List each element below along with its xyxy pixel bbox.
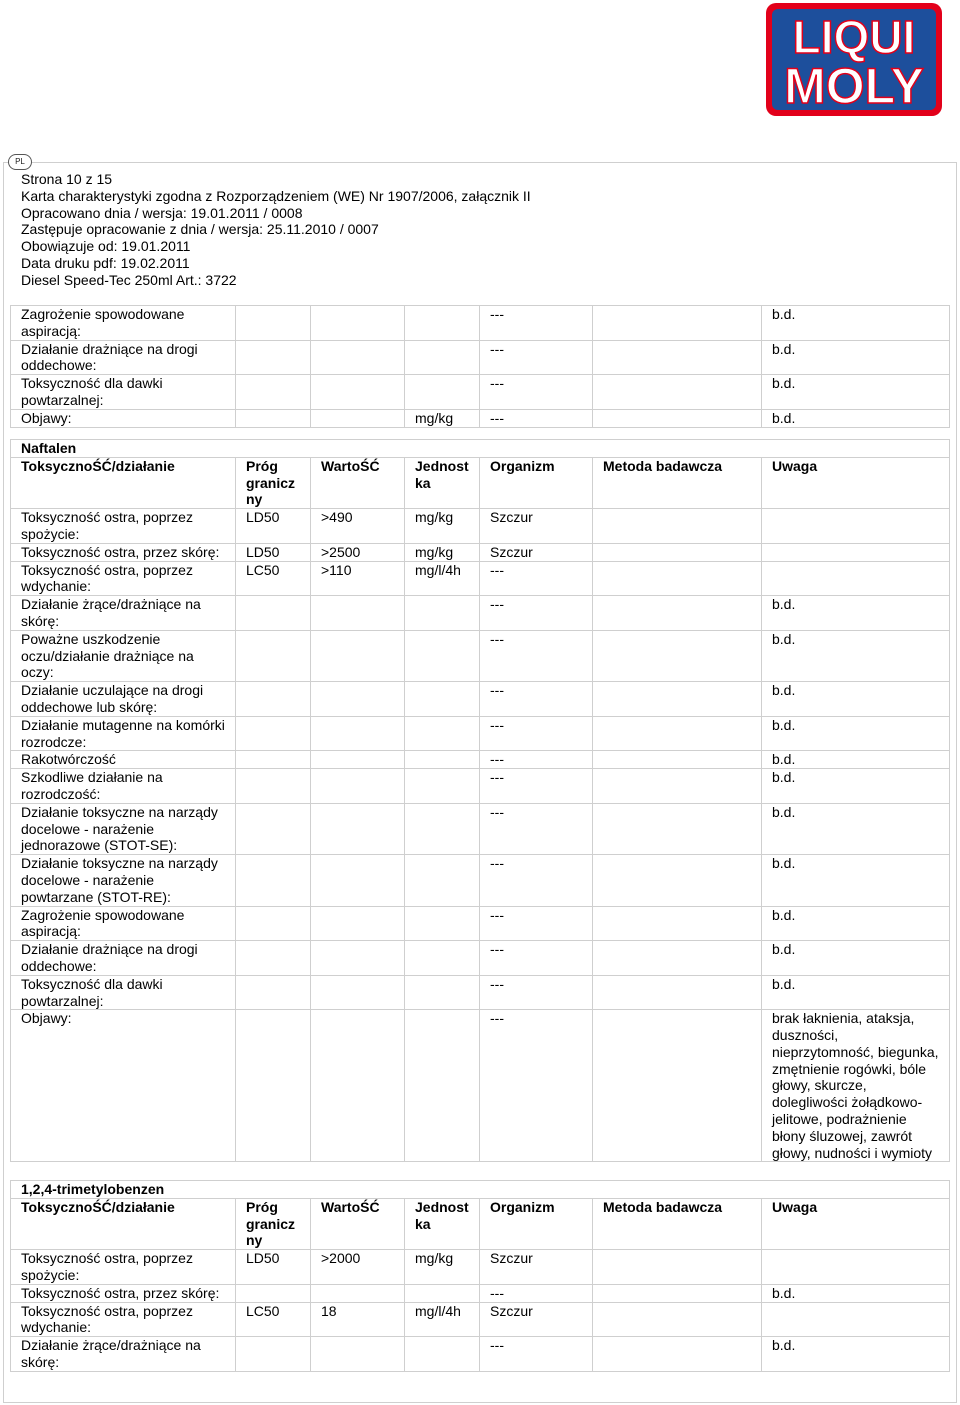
table-cell (236, 975, 311, 1010)
table-cell: --- (480, 375, 593, 410)
table-cell (236, 682, 311, 717)
table-cell: Poważne uszkodzenie oczu/działanie drażniące na oczy: (11, 630, 236, 681)
table-cell: mg/kg (405, 409, 480, 427)
table-cell: --- (480, 561, 593, 596)
table-cell: --- (480, 340, 593, 375)
table-cell (311, 1284, 405, 1302)
table-cell: --- (480, 1337, 593, 1372)
table-cell: --- (480, 630, 593, 681)
table-cell (593, 306, 762, 341)
table-cell (311, 340, 405, 375)
replaces-version: Zastępuje opracowanie z dnia / wersja: 25.11.2010 / 0007 (21, 221, 379, 238)
table-cell: Toksyczność ostra, poprzez spożycie: (11, 509, 236, 544)
table-cell: >2500 (311, 543, 405, 561)
liqui-moly-logo (766, 3, 942, 116)
product-name: Diesel Speed-Tec 250ml Art.: 3722 (21, 271, 237, 288)
table-cell (405, 906, 480, 941)
table-row (11, 682, 950, 717)
table-cell: Toksyczność ostra, poprzez spożycie: (11, 1250, 236, 1285)
table-cell (236, 769, 311, 804)
table-row (11, 543, 950, 561)
table-cell: mg/kg (405, 543, 480, 561)
table-cell: >490 (311, 509, 405, 544)
table-row (11, 340, 950, 375)
valid-from: Obowiązuje od: 19.01.2011 (21, 238, 191, 255)
table-cell (593, 409, 762, 427)
table-cell (311, 306, 405, 341)
table-cell: Toksyczność ostra, poprzez wdychanie: (11, 1302, 236, 1337)
table-cell (762, 1302, 950, 1337)
document-title: Karta charakterystyki zgodna z Rozporządzeniem (WE) Nr 1907/2006, załącznik II (21, 187, 531, 204)
column-header: Próg granicz ny (236, 1198, 311, 1249)
table-cell: mg/kg (405, 509, 480, 544)
table-cell (236, 941, 311, 976)
table-cell (236, 716, 311, 751)
table-row (11, 509, 950, 544)
table-cell (405, 1284, 480, 1302)
table-cell (311, 803, 405, 854)
table-cell (593, 596, 762, 631)
table-row (11, 409, 950, 427)
table-row (11, 596, 950, 631)
table-cell: Szkodliwe działanie na rozrodczość: (11, 769, 236, 804)
naftalen-title-row (11, 440, 950, 458)
table-cell: mg/l/4h (405, 561, 480, 596)
table-cell (405, 630, 480, 681)
naftalen-table (10, 439, 950, 1162)
trimetylobenzen-table (10, 1180, 950, 1372)
table-cell: Działanie toksyczne na narządy docelowe - narażenie jednorazowe (STOT-SE): (11, 803, 236, 854)
table-cell (593, 716, 762, 751)
table-cell: --- (480, 906, 593, 941)
table-cell: Szczur (480, 1302, 593, 1337)
table-cell: --- (480, 716, 593, 751)
table-cell: Działanie drażniące na drogi oddechowe: (11, 340, 236, 375)
table-row (11, 1010, 950, 1162)
table-header-row (11, 1198, 950, 1249)
table-cell: mg/l/4h (405, 1302, 480, 1337)
table-cell (236, 630, 311, 681)
table-cell (236, 1284, 311, 1302)
table-cell: b.d. (762, 941, 950, 976)
table-cell: Działanie uczulające na drogi oddechowe lub skórę: (11, 682, 236, 717)
table-cell: Toksyczność ostra, przez skórę: (11, 543, 236, 561)
table-cell (405, 751, 480, 769)
table-cell (311, 906, 405, 941)
table-cell (405, 941, 480, 976)
table-cell: Działanie mutagenne na komórki rozrodcze: (11, 716, 236, 751)
table-cell: b.d. (762, 1284, 950, 1302)
table-cell: Działanie żrące/drażniące na skórę: (11, 1337, 236, 1372)
table-cell: --- (480, 596, 593, 631)
logo-line2: MOLY (784, 58, 924, 114)
table-cell: Działanie toksyczne na narządy docelowe - narażenie powtarzane (STOT-RE): (11, 855, 236, 906)
table-cell: >110 (311, 561, 405, 596)
table-cell (593, 1250, 762, 1285)
table-cell (311, 596, 405, 631)
table-cell (405, 375, 480, 410)
table-cell (405, 769, 480, 804)
table-cell (236, 855, 311, 906)
table-row (11, 1284, 950, 1302)
table-cell (593, 906, 762, 941)
naftalen-title: Naftalen (11, 440, 950, 458)
table-cell: --- (480, 682, 593, 717)
table-row (11, 941, 950, 976)
table-cell: b.d. (762, 409, 950, 427)
table-cell (593, 941, 762, 976)
column-header: WartoŚĆ (311, 457, 405, 508)
table-row (11, 375, 950, 410)
table-cell (311, 941, 405, 976)
table-cell (593, 561, 762, 596)
table-cell: LC50 (236, 561, 311, 596)
table-cell: --- (480, 769, 593, 804)
table-cell (593, 803, 762, 854)
table-cell (311, 855, 405, 906)
table-cell (311, 751, 405, 769)
table-row (11, 769, 950, 804)
naftalen-table-body (11, 440, 950, 1162)
table-cell: b.d. (762, 340, 950, 375)
table-cell (405, 803, 480, 854)
table-cell (593, 630, 762, 681)
table-cell: Toksyczność ostra, poprzez wdychanie: (11, 561, 236, 596)
table-cell (311, 1337, 405, 1372)
trimetylobenzen-table-body (11, 1181, 950, 1372)
table-cell (593, 751, 762, 769)
table-cell (762, 561, 950, 596)
column-header: WartoŚĆ (311, 1198, 405, 1249)
table-cell (593, 975, 762, 1010)
document-header (21, 171, 531, 289)
table-cell (311, 682, 405, 717)
table-cell: Objawy: (11, 1010, 236, 1162)
table-cell: brak łaknienia, ataksja, duszności, nieprzytomność, biegunka, zmętnienie rogówki, bóle głowy, skurcze, dolegliwości żołądkowo-jelitowe, podrażnienie błony śluzowej, zawrót głowy, nudności i wymioty (762, 1010, 950, 1162)
table-cell: b.d. (762, 803, 950, 854)
table-row (11, 716, 950, 751)
table-cell: --- (480, 803, 593, 854)
table-cell: --- (480, 975, 593, 1010)
table-cell (762, 509, 950, 544)
table-cell (236, 340, 311, 375)
table-cell (236, 803, 311, 854)
table-cell: Szczur (480, 543, 593, 561)
table-cell: b.d. (762, 682, 950, 717)
table-cell (405, 340, 480, 375)
table-cell: Zagrożenie spowodowane aspiracją: (11, 906, 236, 941)
table-cell: LC50 (236, 1302, 311, 1337)
table-cell (311, 975, 405, 1010)
table-cell: --- (480, 306, 593, 341)
table-cell (236, 906, 311, 941)
trimetylobenzen-title-row (11, 1181, 950, 1199)
table-row (11, 803, 950, 854)
table-cell (405, 716, 480, 751)
column-header: Metoda badawcza (593, 1198, 762, 1249)
table-cell (593, 340, 762, 375)
table-cell: b.d. (762, 716, 950, 751)
table-cell (236, 375, 311, 410)
table-cell: 18 (311, 1302, 405, 1337)
prepared-date: Opracowano dnia / wersja: 19.01.2011 / 0008 (21, 204, 303, 221)
table-cell: b.d. (762, 769, 950, 804)
table-cell: --- (480, 1010, 593, 1162)
table-cell: Szczur (480, 509, 593, 544)
table-cell (593, 543, 762, 561)
table-cell (236, 306, 311, 341)
table-cell: --- (480, 855, 593, 906)
column-header: Uwaga (762, 1198, 950, 1249)
table-cell (236, 596, 311, 631)
table-cell: Działanie żrące/drażniące na skórę: (11, 596, 236, 631)
table-cell (593, 1302, 762, 1337)
table-cell (311, 630, 405, 681)
table-cell (405, 1337, 480, 1372)
table-cell: LD50 (236, 509, 311, 544)
column-header: Jednost ka (405, 1198, 480, 1249)
column-header: ToksycznoŚĆ/działanie (11, 457, 236, 508)
table-cell (236, 1337, 311, 1372)
table-cell: b.d. (762, 1337, 950, 1372)
table-cell (762, 543, 950, 561)
table-row (11, 1337, 950, 1372)
table-cell: Toksyczność dla dawki powtarzalnej: (11, 375, 236, 410)
table-cell (593, 509, 762, 544)
table-row (11, 975, 950, 1010)
table-cell: b.d. (762, 975, 950, 1010)
table-cell: b.d. (762, 375, 950, 410)
table-cell: b.d. (762, 906, 950, 941)
table-cell (405, 596, 480, 631)
table-cell: b.d. (762, 751, 950, 769)
table-row (11, 751, 950, 769)
continuation-table (10, 305, 950, 428)
table-cell: Zagrożenie spowodowane aspiracją: (11, 306, 236, 341)
table-cell (311, 375, 405, 410)
column-header: Organizm (480, 457, 593, 508)
table-cell (593, 1010, 762, 1162)
column-header: Organizm (480, 1198, 593, 1249)
table-cell: --- (480, 1284, 593, 1302)
logo-graphic (766, 3, 942, 116)
table-cell (762, 1250, 950, 1285)
table-cell: LD50 (236, 543, 311, 561)
table-cell (593, 769, 762, 804)
continuation-table-body (11, 306, 950, 428)
table-cell (236, 409, 311, 427)
table-cell (311, 409, 405, 427)
column-header: Próg granicz ny (236, 457, 311, 508)
table-row (11, 855, 950, 906)
column-header: Jednost ka (405, 457, 480, 508)
table-row (11, 1250, 950, 1285)
table-row (11, 630, 950, 681)
table-cell (405, 306, 480, 341)
table-cell (311, 716, 405, 751)
table-cell: b.d. (762, 306, 950, 341)
column-header: ToksycznoŚĆ/działanie (11, 1198, 236, 1249)
table-cell (236, 1010, 311, 1162)
table-cell (593, 855, 762, 906)
table-cell: Działanie drażniące na drogi oddechowe: (11, 941, 236, 976)
table-cell: >2000 (311, 1250, 405, 1285)
table-cell (593, 682, 762, 717)
table-row (11, 906, 950, 941)
table-cell: LD50 (236, 1250, 311, 1285)
table-cell (593, 1337, 762, 1372)
table-cell: Rakotwórczość (11, 751, 236, 769)
table-row (11, 306, 950, 341)
table-cell: b.d. (762, 596, 950, 631)
page-number: Strona 10 z 15 (21, 171, 113, 187)
column-header: Metoda badawcza (593, 457, 762, 508)
trimetylobenzen-title: 1,2,4-trimetylobenzen (11, 1181, 950, 1199)
table-header-row (11, 457, 950, 508)
table-cell (593, 375, 762, 410)
logo-line1: LIQUI (792, 11, 916, 63)
table-cell (405, 682, 480, 717)
table-row (11, 1302, 950, 1337)
table-cell (593, 1284, 762, 1302)
table-cell (236, 751, 311, 769)
table-cell: b.d. (762, 855, 950, 906)
table-cell: --- (480, 409, 593, 427)
table-cell: Toksyczność ostra, przez skórę: (11, 1284, 236, 1302)
table-cell: Objawy: (11, 409, 236, 427)
table-cell (405, 975, 480, 1010)
table-cell (405, 855, 480, 906)
table-cell: Toksyczność dla dawki powtarzalnej: (11, 975, 236, 1010)
table-cell: --- (480, 941, 593, 976)
table-cell (405, 1010, 480, 1162)
table-cell: b.d. (762, 630, 950, 681)
table-cell (311, 769, 405, 804)
table-cell: mg/kg (405, 1250, 480, 1285)
language-badge: PL (8, 154, 32, 170)
table-row (11, 561, 950, 596)
table-cell (311, 1010, 405, 1162)
print-date: Data druku pdf: 19.02.2011 (21, 254, 190, 271)
table-cell: Szczur (480, 1250, 593, 1285)
table-cell: --- (480, 751, 593, 769)
column-header: Uwaga (762, 457, 950, 508)
